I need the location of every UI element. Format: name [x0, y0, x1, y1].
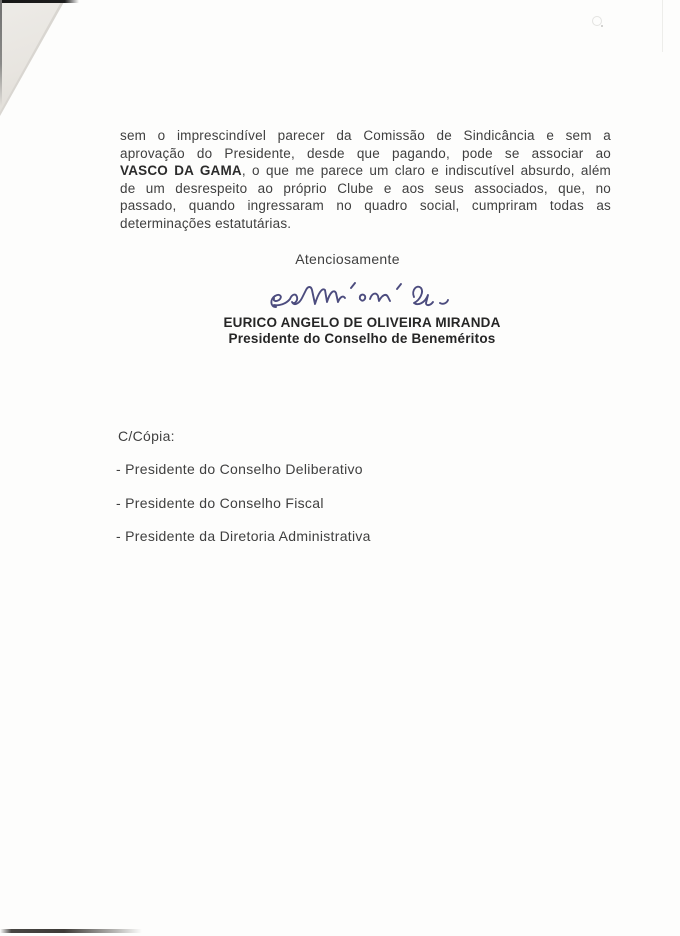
signature-stroke-main	[271, 287, 345, 307]
body-line: sem o imprescindível parecer da Comissão de Sindicância e sem a	[120, 128, 611, 143]
body-line: passado, quando ingressaram no quadro social, cumpriram todas as	[120, 198, 611, 214]
signature-stroke-i	[360, 295, 365, 301]
handwritten-signature	[268, 280, 458, 314]
signature-stroke-flourish	[440, 300, 448, 304]
body-line	[120, 162, 611, 180]
scan-bottom-edge	[0, 929, 142, 933]
cc-item: - Presidente do Conselho Fiscal	[116, 495, 324, 511]
body-line-rest: , o que me parece um claro e indiscutível absurdo, além	[241, 163, 611, 179]
body-line: determinações estatutárias.	[120, 215, 292, 231]
cc-item: - Presidente da Diretoria Administrativa	[116, 528, 371, 544]
signatory-title: Presidente do Conselho de Beneméritos	[228, 331, 496, 346]
cc-item: - Presidente do Conselho Deliberativo	[116, 461, 363, 477]
body-line: aprovação do Presidente, desde que pagando, pode se associar ao	[120, 145, 611, 161]
signature-ink	[268, 280, 458, 314]
scan-right-line	[662, 0, 663, 52]
scan-left-edge	[0, 0, 2, 106]
closing-salutation: Atenciosamente	[295, 251, 400, 267]
club-name-bold: VASCO DA GAMA	[120, 163, 242, 179]
signature-stroke-au	[370, 294, 390, 301]
signature-stroke-d	[413, 287, 433, 305]
signature-stroke-tick2	[397, 284, 401, 289]
signatory-name: EURICO ANGELO DE OLIVEIRA MIRANDA	[223, 315, 501, 330]
scan-speck-dot	[601, 25, 603, 27]
signature-stroke-tick1	[351, 283, 355, 288]
body-line: de um desrespeito ao próprio Clube e aos seus associados, que, no	[120, 180, 611, 196]
scan-top-edge	[0, 0, 79, 3]
signatory-block	[120, 315, 604, 347]
letter-body	[120, 127, 611, 233]
scan-corner-fold	[0, 2, 61, 112]
cc-label: C/Cópia:	[118, 428, 175, 444]
